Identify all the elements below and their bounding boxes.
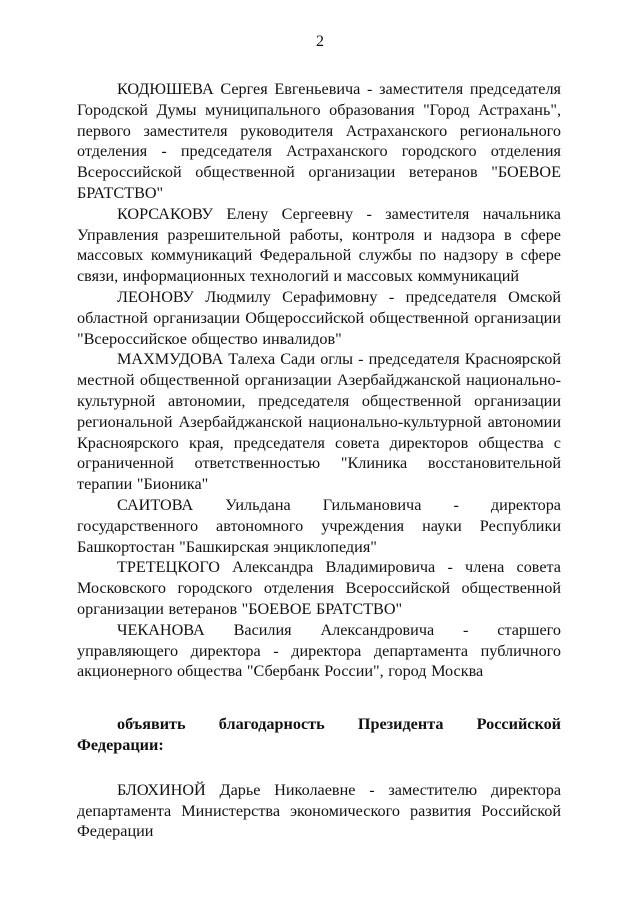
award-entry-leonova: ЛЕОНОВУ Людмилу Серафимовну - председателя Омской областной организации Общероссийской общественной организации "Всероссийское общество инвалидов" bbox=[77, 287, 561, 348]
page-number: 2 bbox=[316, 33, 324, 50]
award-entry-kodyushev: КОДЮШЕВА Сергея Евгеньевича - заместителя председателя Городской Думы муниципального образования "Город Астрахань", первого заместителя руководителя Астраханского регионального отделения - председателя Астраханского городского отделения Всероссийской общественной организации ветеранов "БОЕВОЕ БРАТСТВО" bbox=[77, 80, 561, 202]
award-entry-saitov: САИТОВА Уильдана Гильмановича - директора государственного автономного учреждения науки Республики Башкортостан "Башкирская энциклопедия" bbox=[77, 495, 561, 556]
award-entry-chekanov: ЧЕКАНОВА Василия Александровича - старшего управляющего директора - директора департамента публичного акционерного общества "Сбербанк России", город Москва bbox=[77, 620, 561, 681]
award-entry-korsakova: КОРСАКОВУ Елену Сергеевну - заместителя начальника Управления разрешительной работы, контроля и надзора в сфере массовых коммуникаций Федеральной службы по надзору в сфере связи, информационных технологий и массовых коммуникаций bbox=[77, 204, 561, 286]
gratitude-entry-blokhina: БЛОХИНОЙ Дарье Николаевне - заместителю директора департамента Министерства экономического развития Российской Федерации bbox=[77, 780, 561, 841]
award-entry-makhmudov: МАХМУДОВА Талеха Сади оглы - председателя Красноярской местной общественной организации Азербайджанской национально-культурной автономии, председателя общественной организации региональной Азербайджанской национально-культурной автономии Красноярского края, председателя совета директоров общества с ограниченной ответственностью "Клиника восстановительной терапии "Бионика" bbox=[77, 350, 561, 494]
section-heading: объявить благодарность Президента Российской Федерации: bbox=[77, 715, 561, 754]
document-body bbox=[77, 79, 561, 842]
award-entry-tretetsky: ТРЕТЕЦКОГО Александра Владимировича - члена совета Московского городского отделения Всероссийской общественной организации ветеранов "БОЕВОЕ БРАТСТВО" bbox=[77, 558, 561, 618]
